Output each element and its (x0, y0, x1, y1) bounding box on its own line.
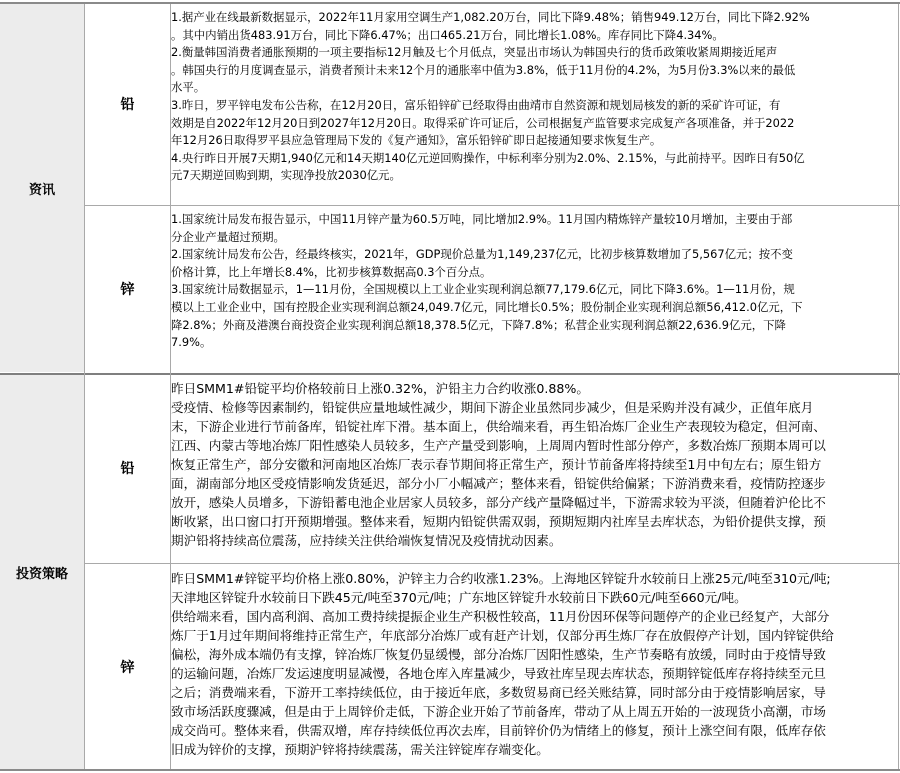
news-lead-content (171, 9, 897, 203)
strategy-lead-paragraph: 昨日SMM1#铅锭平均价格较前日上涨0.32%，沪铅主力合约收涨0.88%。 (171, 381, 589, 396)
row-divider (85, 563, 900, 564)
commodity-label-strategy-zinc-text: 锌 (120, 659, 135, 676)
news-zinc-paragraph: 2.国家统计局发布公告，经最终核实，2021年，GDP现价总量为1,149,237亿元，比初步核算数增加了5,567亿元；按不变 价格计算，比上年增长8.4%，比初步核算数据高0.3个百分点。 (171, 247, 793, 279)
strategy-lead-content (171, 379, 897, 560)
section-label-news (0, 4, 84, 372)
column-divider (170, 4, 171, 769)
strategy-zinc-paragraph: 供给端来看，国内高利润、高加工费持续提振企业生产积极性较高，11月份因环保等问题停产的企业已经复产，大部分 炼厂于1月过年期间将维持正常生产，年底部分冶炼厂或有赶产计划，仅部分再生炼厂存在放假停产计划，国内锌锭供给 偏松，海外成本端仍有支撑，锌冶炼厂恢复仍显缓慢，部分冶炼厂因阳性感染，生产节奏略有放缓，同时由于疫情导致 的运输问题，冶炼厂发运速度明显减慢，各地仓库入库量减少，导致社库呈现去库状态，预期锌锭低库存将持续至元旦 之后；消费端来看，下游开工率持续低位，由于接近年底，多数贸易商已经关账结算，同时部分由于疫情影响居家，导 致市场活跃度骤减，但是由于上周锌价走低，下游企业开始了节前备库，带动了从上周五开始的一波现货小高潮，市场 成交尚可。整体来看，供需双增，库存持续低位再次去库，目前锌价仍为情绪上的修复，预计上涨空间有限，低库存依 旧成为锌价的支撑，预期沪锌将持续震荡，需关注锌锭库存端变化。 (171, 609, 834, 757)
commodity-label-strategy-lead-text: 铅 (120, 461, 135, 477)
news-lead-paragraph: 2.衡量韩国消费者通胀预期的一项主要指标12月触及七个月低点，突显出市场认为韩国央行的货币政策收紧周期接近尾声 。韩国央行的月度调查显示，消费者预计未来12个月的通胀率中值为3.8%，低于11月份的4.2%，为5月份3.3%以来的最低 水平。 (171, 45, 796, 95)
column-divider (84, 4, 85, 769)
strategy-lead-paragraph: 受疫情、检修等因素制约，铅锭供应量地域性减少，期间下游企业虽然同步减少，但是采购并没有减少，正值年底月 末，下游企业进行节前备库，铅锭社库下滑。基本面上，供给端来看，再生铅冶炼厂企业生产表现较为稳定，但河南、 江西、内蒙古等地冶炼厂阳性感染人员较多，生产产量受到影响，上周周内暂时性部分停产，多数冶炼厂预期本周可以 恢复正常生产，部分安徽和河南地区冶炼厂表示春节期间将正常生产，预计节前备库将持续至1月中旬左右；原生铅方 面，湖南部分地区受疫情影响发货延迟，部分小厂小幅减产；整体来看，铅锭供给偏紧；下游消费来看，疫情防控逐步 放开，感染人员增多，下游铅蓄电池企业居家人员较多，部分产线产量降幅过半，下游需求较为平淡，但随着沪伦比不 断收紧，出口窗口打开预期增强。整体来看，短期内铅锭供需双弱，预期短期内社库呈去库状态，为铅价提供支撑，预 期沪铅将持续高位震荡，应持续关注供给端恢复情况及疫情扰动因素。 (171, 400, 826, 548)
commodity-label-news-lead-text: 铅 (120, 97, 135, 113)
news-zinc-paragraph: 1.国家统计局发布报告显示，中国11月锌产量为60.5万吨，同比增加2.9%。11月国内精炼锌产量较10月增加，主要由于部 分企业产量超过预期。 (171, 212, 793, 244)
commodity-label-news-lead (85, 4, 170, 204)
commodity-label-news-zinc (85, 206, 170, 372)
table-bottom-border (0, 769, 900, 771)
column-divider (898, 4, 899, 769)
strategy-zinc-content (171, 569, 897, 768)
section-label-strategy (0, 375, 84, 769)
news-zinc-paragraph: 3.国家统计局数据显示，1—11月份，全国规模以上工业企业实现利润总额77,179.6亿元，同比下降3.6%。1—11月份，规 模以上工业企业中，国有控股企业实现利润总额24,049.7亿元，同比增长0.5%；股份制企业实现利润总额56,412.0亿元，下 降2.8%；外商及港澳台商投资企业实现利润总额18,378.5亿元，下降7.8%；私营企业实现利润总额22,636.9亿元，下降 7.9%。 (171, 282, 803, 350)
news-lead-paragraph: 4.央行昨日开展7天期1,940亿元和14天期140亿元逆回购操作，中标利率分别为2.0%、2.15%，与此前持平。因昨日有50亿 元7天期逆回购到期，实现净投放2030亿元。 (171, 150, 805, 183)
news-zinc-content (171, 211, 897, 371)
commodity-label-strategy-zinc (85, 564, 170, 769)
section-label-strategy-text: 投资策略 (15, 566, 68, 582)
section-label-news-text: 资讯 (28, 182, 55, 198)
commodity-label-strategy-lead (85, 375, 170, 561)
news-lead-paragraph: 3.昨日，罗平锌电发布公告称，在12月20日，富乐铅锌矿已经取得由曲靖市自然资源和规划局核发的新的采矿许可证，有 效期是自2022年12月20日到2027年12月20日。取得采矿许可证后，公司根据复产监管要求完成复产各项准备，并于2022 年12月26日取得罗平县应急管理局下发的《复产通知》，富乐铅锌矿即日起接通知要求恢复生产。 (171, 97, 795, 148)
row-divider (85, 205, 900, 206)
strategy-zinc-paragraph: 昨日SMM1#锌锭平均价格上涨0.80%，沪锌主力合约收涨1.23%。上海地区锌锭升水较前日上涨25元/吨至310元/吨; 天津地区锌锭升水较前日下跌45元/吨至370元/吨；广东地区锌锭升水较前日下跌60元/吨至660元/吨。 (171, 571, 831, 605)
commodity-label-news-zinc-text: 锌 (120, 282, 135, 298)
news-lead-paragraph: 1.据产业在线最新数据显示，2022年11月家用空调生产1,082.20万台，同比下降9.48%；销售949.12万台，同比下降2.92% 。其中内销出货483.91万台，同比下降6.47%；出口465.21万台，同比增长1.08%。库存同比下降4.34%。 (171, 10, 810, 42)
